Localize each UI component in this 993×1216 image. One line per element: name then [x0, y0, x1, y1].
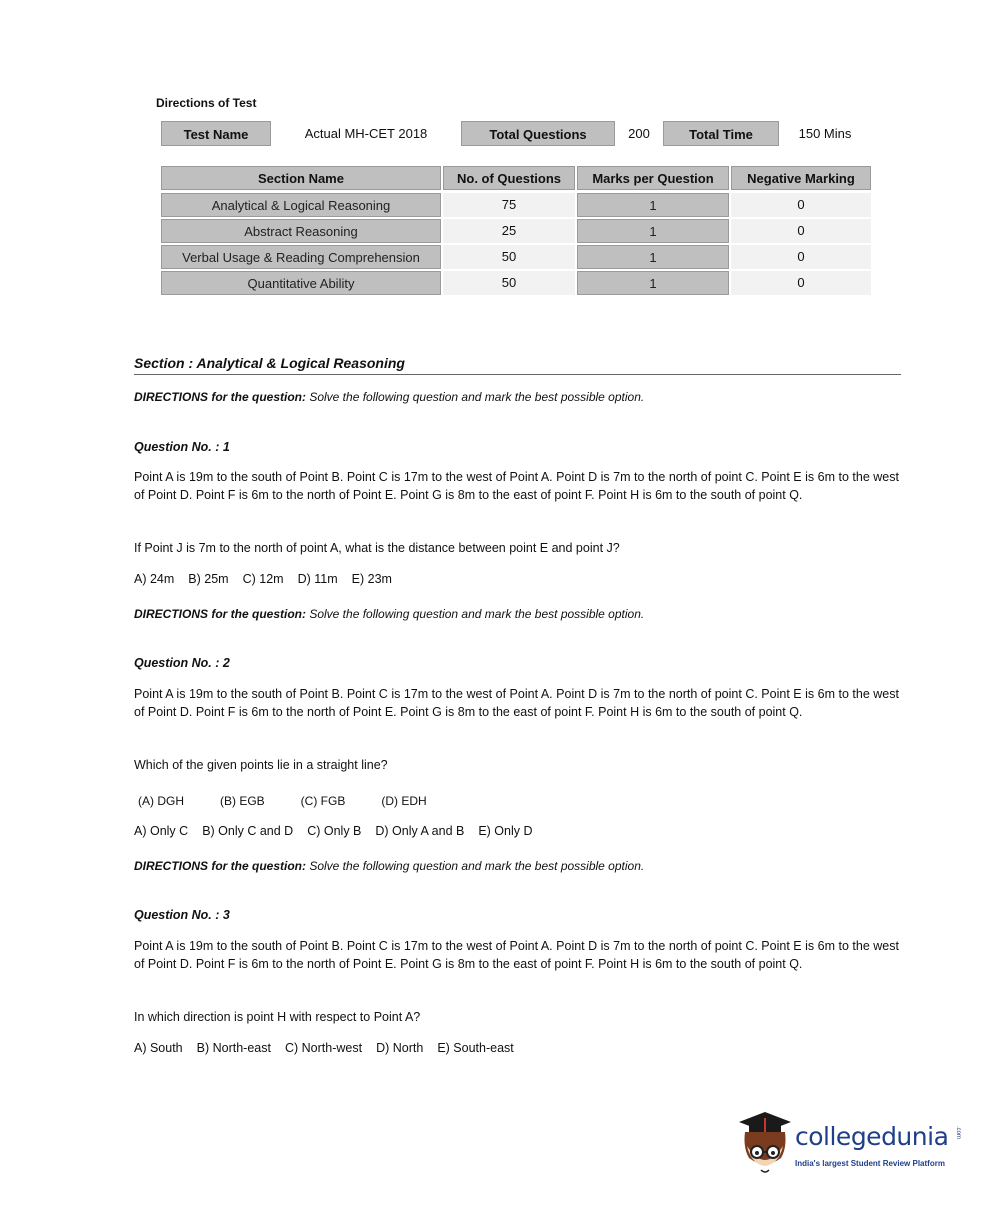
option-d[interactable]: D) North — [376, 1041, 424, 1055]
sub-option: (B) EGB — [220, 794, 265, 808]
section-divider — [134, 374, 901, 375]
questions-cell: 75 — [443, 193, 575, 217]
logo-com: .com — [955, 1126, 961, 1140]
directions-label: DIRECTIONS for the question: — [134, 859, 306, 873]
question-passage: Point A is 19m to the south of Point B. Point C is 17m to the west of Point A. Point D is 7m to the north of point C. Point E is 6m to the west of Point D. Point F is 6m to the north of Point E. Point G is 8m to the east of point F. Point H is 6m to the south of point Q. — [134, 470, 899, 502]
answer-options — [134, 572, 406, 586]
section-name-cell: Verbal Usage & Reading Comprehension — [161, 245, 441, 269]
table-header-row — [161, 166, 871, 190]
negative-cell: 0 — [731, 245, 871, 269]
total-time-value: 150 Mins — [798, 126, 852, 141]
section-name-cell: Analytical & Logical Reasoning — [161, 193, 441, 217]
sub-options — [138, 794, 463, 808]
option-c[interactable]: C) North-west — [284, 1041, 363, 1055]
table-row — [161, 219, 871, 243]
negative-cell: 0 — [731, 271, 871, 295]
option-a[interactable]: A) South — [134, 1041, 183, 1055]
option-c[interactable]: C) 12m — [242, 572, 284, 586]
option-a[interactable]: A) 24m — [134, 572, 175, 586]
directions-body: Solve the following question and mark the best possible option. — [306, 390, 645, 404]
table-row — [161, 271, 871, 295]
section-name-cell: Quantitative Ability — [161, 271, 441, 295]
question-number: Question No. : 3 — [134, 908, 230, 922]
table-row — [161, 193, 871, 217]
question-text: If Point J is 7m to the north of point A, what is the distance between point E and point J? — [134, 541, 620, 555]
option-e[interactable]: E) 23m — [351, 572, 392, 586]
questions-cell: 25 — [443, 219, 575, 243]
directions-body: Solve the following question and mark the best possible option. — [306, 859, 645, 873]
test-info-table — [161, 121, 871, 146]
logo-tagline: India's largest Student Review Platform — [795, 1159, 945, 1168]
question-text: In which direction is point H with respect to Point A? — [134, 1010, 421, 1024]
total-questions-value: 200 — [628, 126, 650, 141]
marks-cell: 1 — [577, 219, 729, 243]
question-text: Which of the given points lie in a straight line? — [134, 758, 388, 772]
directions-label: DIRECTIONS for the question: — [134, 607, 306, 621]
questions-cell: 50 — [443, 271, 575, 295]
section-title: Section : Analytical & Logical Reasoning — [134, 355, 405, 371]
option-d[interactable]: D) 11m — [297, 572, 338, 586]
marks-cell: 1 — [577, 271, 729, 295]
directions-text — [134, 859, 644, 873]
logo-wordmark: collegedunia — [795, 1122, 949, 1151]
option-c[interactable]: C) Only B — [307, 824, 362, 838]
test-name-label: Test Name — [161, 121, 271, 146]
option-b[interactable]: B) North-east — [196, 1041, 271, 1055]
question-passage: Point A is 19m to the south of Point B. Point C is 17m to the west of Point A. Point D is 7m to the north of point C. Point E is 6m to the west of Point D. Point F is 6m to the north of Point E. Point G is 8m to the east of point F. Point H is 6m to the south of point Q. — [134, 939, 899, 971]
sub-option: (D) EDH — [381, 794, 427, 808]
question-number: Question No. : 2 — [134, 656, 230, 670]
option-b[interactable]: B) Only C and D — [202, 824, 294, 838]
negative-cell: 0 — [731, 193, 871, 217]
table-row — [161, 245, 871, 269]
sub-option: (C) FGB — [300, 794, 346, 808]
total-time-label: Total Time — [663, 121, 779, 146]
answer-options — [134, 1041, 528, 1055]
sub-option: (A) DGH — [138, 794, 184, 808]
directions-label: DIRECTIONS for the question: — [134, 390, 306, 404]
header-marks-per-question: Marks per Question — [577, 166, 729, 190]
total-questions-label: Total Questions — [461, 121, 615, 146]
answer-options — [134, 824, 547, 838]
question-number: Question No. : 1 — [134, 440, 230, 454]
header-section-name: Section Name — [161, 166, 441, 190]
option-e[interactable]: E) Only D — [478, 824, 533, 838]
section-name-cell: Abstract Reasoning — [161, 219, 441, 243]
directions-title: Directions of Test — [156, 96, 257, 110]
marks-cell: 1 — [577, 193, 729, 217]
option-d[interactable]: D) Only A and B — [375, 824, 465, 838]
marks-cell: 1 — [577, 245, 729, 269]
directions-text — [134, 607, 644, 621]
mascot-icon — [735, 1108, 795, 1178]
option-e[interactable]: E) South-east — [437, 1041, 514, 1055]
option-b[interactable]: B) 25m — [188, 572, 229, 586]
question-passage: Point A is 19m to the south of Point B. Point C is 17m to the west of Point A. Point D is 7m to the north of point C. Point E is 6m to the west of Point D. Point F is 6m to the north of Point E. Point G is 8m to the east of point F. Point H is 6m to the south of point Q. — [134, 687, 899, 719]
negative-cell: 0 — [731, 219, 871, 243]
questions-cell: 50 — [443, 245, 575, 269]
header-no-of-questions: No. of Questions — [443, 166, 575, 190]
option-a[interactable]: A) Only C — [134, 824, 189, 838]
test-name-value: Actual MH-CET 2018 — [304, 126, 428, 141]
directions-body: Solve the following question and mark the best possible option. — [306, 607, 645, 621]
header-negative-marking: Negative Marking — [731, 166, 871, 190]
directions-text — [134, 390, 644, 404]
